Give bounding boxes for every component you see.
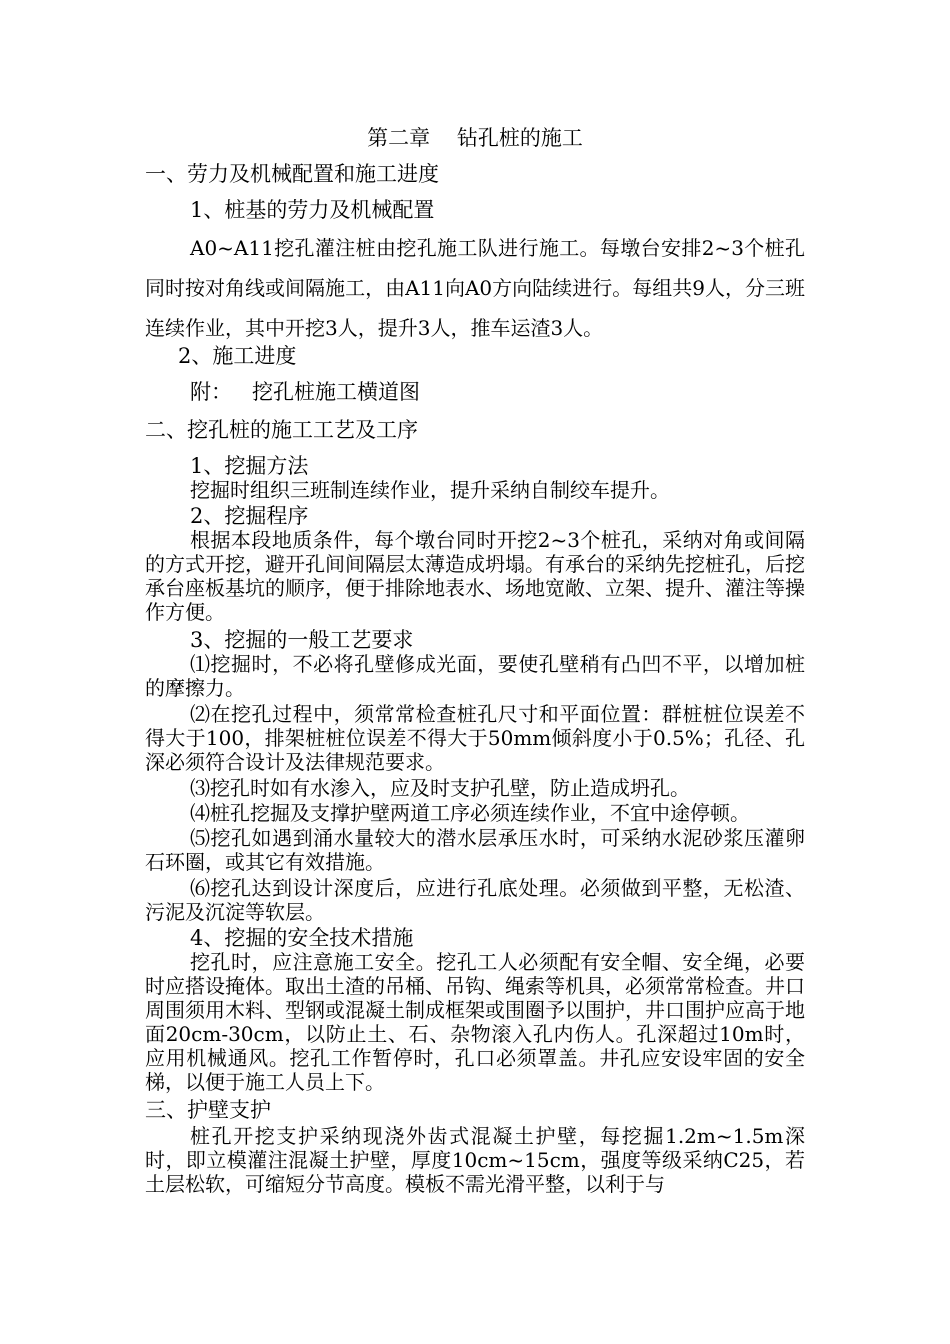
- chapter-title: 第二章 钻孔桩的施工: [367, 126, 583, 150]
- requirement-3: ⑶挖孔时如有水渗入，应及时支护孔壁，防止造成坍孔。: [190, 776, 690, 800]
- section-1-sub-1: 1、桩基的劳力及机械配置: [190, 198, 435, 222]
- requirement-1: ⑴挖掘时，不必将孔壁修成光面，要使孔壁稍有凸凹不平，以增加桩的摩擦力。: [145, 652, 805, 700]
- section-1-sub-2: 2、施工进度: [178, 344, 297, 368]
- section-2-sub-1: 1、挖掘方法: [190, 454, 309, 478]
- section-3-heading: 三、护壁支护: [145, 1098, 271, 1122]
- section-2-sub-4: 4、挖掘的安全技术措施: [190, 926, 414, 950]
- section-1-heading: 一、劳力及机械配置和施工进度: [145, 162, 439, 186]
- section-3-para-1: 桩孔开挖支护采纳现浇外齿式混凝土护壁，每挖掘1.2m~1.5m深时，即立模灌注混凝土护壁，厚度10cm~15cm，强度等级采纳C25，若土层松软，可缩短分节高度。模板不需光滑平整，以利于与: [145, 1124, 805, 1196]
- section-2-para-1: 挖掘时组织三班制连续作业，提升采纳自制绞车提升。: [190, 478, 670, 502]
- requirement-6: ⑹挖孔达到设计深度后，应进行孔底处理。必须做到平整，无松渣、污泥及沉淀等软层。: [145, 876, 805, 924]
- requirement-4: ⑷桩孔挖掘及支撑护壁两道工序必须连续作业，不宜中途停顿。: [190, 801, 750, 825]
- section-2-heading: 二、挖孔桩的施工工艺及工序: [145, 418, 418, 442]
- section-2-para-4: 挖孔时，应注意施工安全。挖孔工人必须配有安全帽、安全绳，必要时应搭设掩体。取出土渣的吊桶、吊钩、绳索等机具，必须常常检查。井口周围须用木料、型钢或混凝土制成框架或围圈予以围护，井口围护应高于地面20cm-30cm，以防止土、石、杂物滚入孔内伤人。孔深超过10m时，应用机械通风。挖孔工作暂停时，孔口必须罩盖。井孔应安设牢固的安全梯，以便于施工人员上下。: [145, 950, 805, 1094]
- attachment-note: 附： 挖孔桩施工横道图: [190, 380, 421, 404]
- requirement-5: ⑸挖孔如遇到涌水量较大的潜水层承压水时，可采纳水泥砂浆压灌卵石环圈，或其它有效措施。: [145, 826, 805, 874]
- section-2-para-2: 根据本段地质条件，每个墩台同时开挖2~3个桩孔，采纳对角或间隔的方式开挖，避开孔间间隔层太薄造成坍塌。有承台的采纳先挖桩孔，后挖承台座板基坑的顺序，便于排除地表水、场地宽敞、立架、提升、灌注等操作方便。: [145, 528, 805, 624]
- requirement-2: ⑵在挖孔过程中，须常常检查桩孔尺寸和平面位置：群桩桩位误差不得大于100，排架桩桩位误差不得大于50mm倾斜度小于0.5%；孔径、孔深必须符合设计及法律规范要求。: [145, 702, 805, 774]
- section-2-sub-2: 2、挖掘程序: [190, 504, 309, 528]
- section-2-sub-3: 3、挖掘的一般工艺要求: [190, 628, 414, 652]
- section-1-para-1: A0~A11挖孔灌注桩由挖孔施工队进行施工。每墩台安排2~3个桩孔同时按对角线或间隔施工，由A11向A0方向陆续进行。每组共9人，分三班连续作业，其中开挖3人，提升3人，推车运渣3人。: [145, 236, 805, 340]
